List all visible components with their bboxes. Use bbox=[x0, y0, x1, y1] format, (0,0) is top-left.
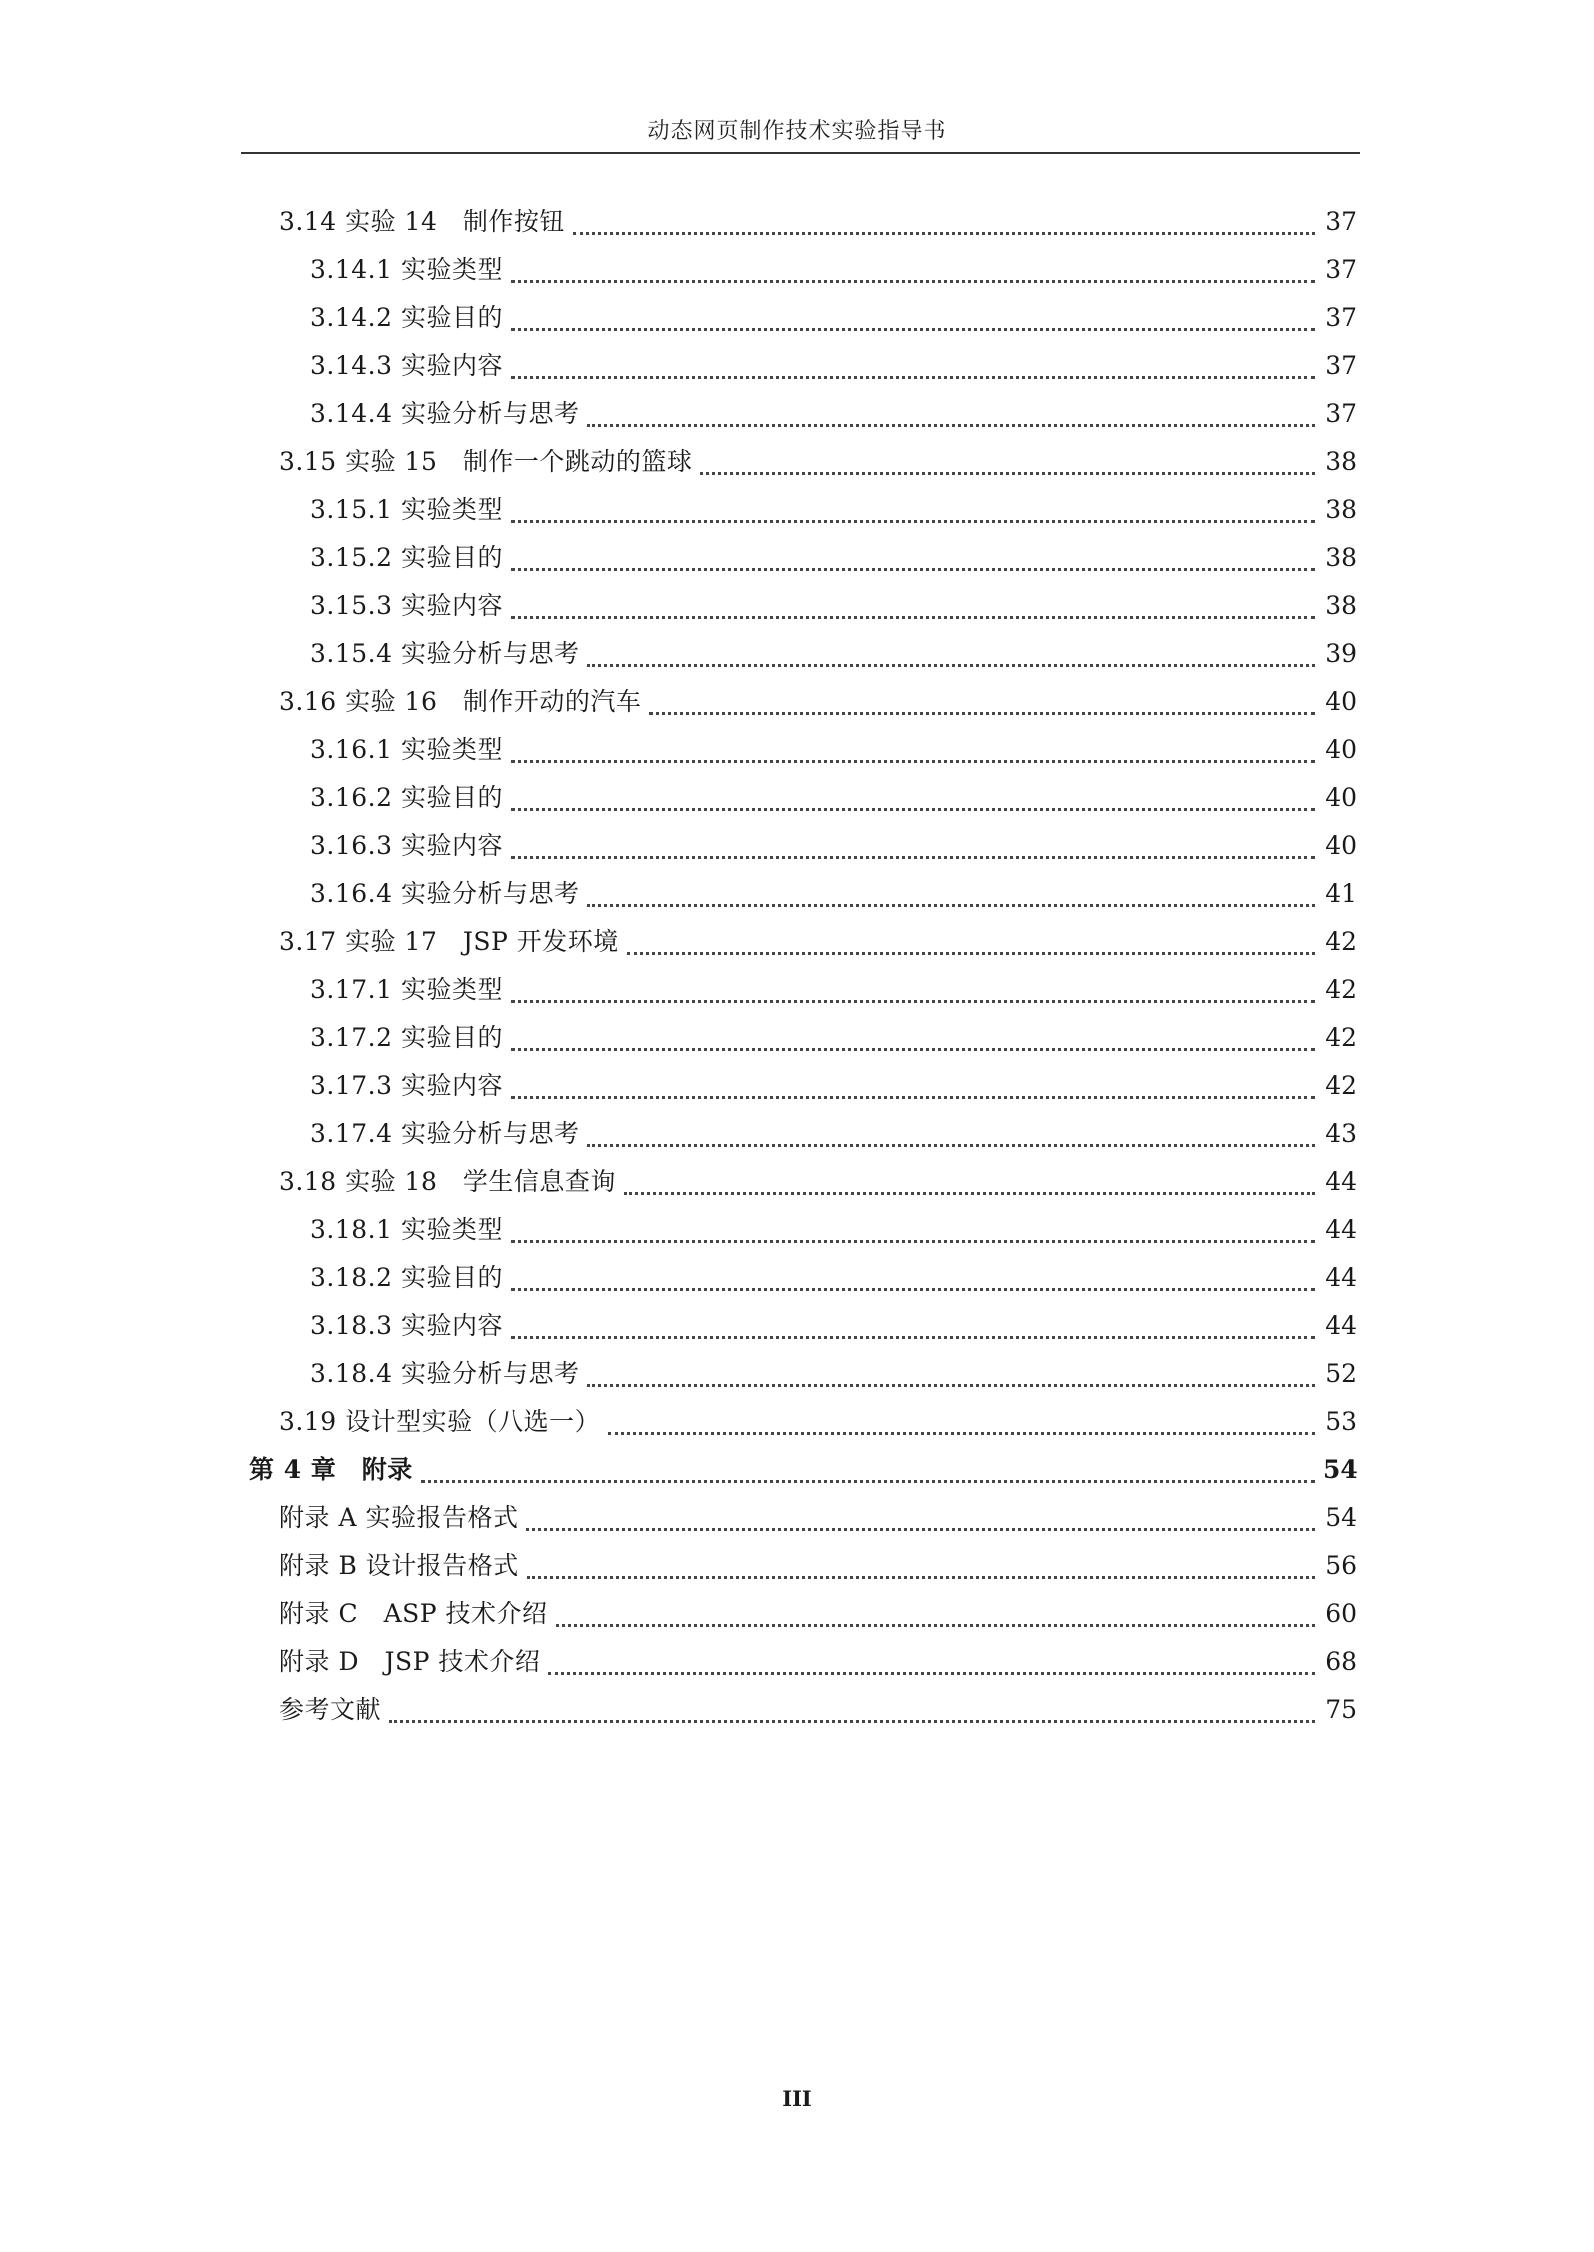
toc-dot-leader bbox=[526, 1528, 1315, 1531]
toc-entry-label: 3.18.1 实验类型 bbox=[310, 1215, 503, 1244]
toc-entry-label: 附录 C ASP 技术介绍 bbox=[279, 1599, 548, 1628]
toc-dot-leader bbox=[511, 376, 1315, 379]
toc-entry-label: 3.14.2 实验目的 bbox=[310, 303, 503, 332]
toc-entry-label: 3.17 实验 17 JSP 开发环境 bbox=[279, 927, 619, 956]
toc-section-entry[interactable] bbox=[279, 1594, 1357, 1634]
toc-entry-page-number: 37 bbox=[1325, 399, 1357, 428]
toc-section-entry[interactable] bbox=[279, 202, 1357, 242]
toc-entry-label: 3.18.2 实验目的 bbox=[310, 1263, 503, 1292]
toc-entry-page-number: 44 bbox=[1325, 1263, 1357, 1292]
toc-section-entry[interactable] bbox=[279, 442, 1357, 482]
toc-dot-leader bbox=[587, 1144, 1315, 1147]
toc-entry-label: 3.14 实验 14 制作按钮 bbox=[279, 207, 565, 236]
toc-subsection-entry[interactable] bbox=[310, 1306, 1357, 1346]
toc-entry-page-number: 40 bbox=[1325, 831, 1357, 860]
toc-dot-leader bbox=[573, 232, 1315, 235]
running-header-title: 动态网页制作技术实验指导书 bbox=[647, 119, 947, 144]
toc-subsection-entry[interactable] bbox=[310, 586, 1357, 626]
toc-subsection-entry[interactable] bbox=[310, 874, 1357, 914]
page-number: III bbox=[782, 2086, 812, 2111]
toc-section-entry[interactable] bbox=[279, 1402, 1357, 1442]
toc-entry-label: 3.18.3 实验内容 bbox=[310, 1311, 503, 1340]
toc-entry-page-number: 38 bbox=[1325, 447, 1357, 476]
toc-entry-label: 3.14.4 实验分析与思考 bbox=[310, 399, 580, 428]
header-rule bbox=[241, 152, 1360, 154]
toc-subsection-entry[interactable] bbox=[310, 1210, 1357, 1250]
toc-entry-label: 3.16.2 实验目的 bbox=[310, 783, 503, 812]
toc-entry-label: 3.16.3 实验内容 bbox=[310, 831, 503, 860]
toc-subsection-entry[interactable] bbox=[310, 1018, 1357, 1058]
toc-dot-leader bbox=[527, 1576, 1315, 1579]
toc-entry-page-number: 42 bbox=[1325, 1023, 1357, 1052]
toc-subsection-entry[interactable] bbox=[310, 298, 1357, 338]
toc-entry-label: 参考文献 bbox=[279, 1695, 382, 1724]
toc-entry-page-number: 44 bbox=[1325, 1167, 1357, 1196]
toc-dot-leader bbox=[548, 1672, 1315, 1675]
toc-dot-leader bbox=[511, 1240, 1315, 1243]
toc-dot-leader bbox=[511, 328, 1315, 331]
toc-entry-label: 3.18 实验 18 学生信息查询 bbox=[279, 1167, 616, 1196]
toc-entry-page-number: 37 bbox=[1325, 255, 1357, 284]
toc-dot-leader bbox=[587, 424, 1315, 427]
toc-entry-label: 3.16.1 实验类型 bbox=[310, 735, 503, 764]
toc-entry-label: 3.17.1 实验类型 bbox=[310, 975, 503, 1004]
toc-subsection-entry[interactable] bbox=[310, 970, 1357, 1010]
toc-entry-label: 3.18.4 实验分析与思考 bbox=[310, 1359, 580, 1388]
toc-entry-page-number: 38 bbox=[1325, 591, 1357, 620]
toc-dot-leader bbox=[511, 520, 1315, 523]
toc-entry-page-number: 60 bbox=[1325, 1599, 1357, 1628]
toc-section-entry[interactable] bbox=[279, 1690, 1357, 1730]
toc-subsection-entry[interactable] bbox=[310, 634, 1357, 674]
toc-entry-page-number: 42 bbox=[1325, 975, 1357, 1004]
toc-dot-leader bbox=[511, 856, 1315, 859]
toc-dot-leader bbox=[511, 1336, 1315, 1339]
toc-subsection-entry[interactable] bbox=[310, 730, 1357, 770]
toc-entry-page-number: 41 bbox=[1325, 879, 1357, 908]
toc-subsection-entry[interactable] bbox=[310, 778, 1357, 818]
toc-dot-leader bbox=[389, 1720, 1315, 1723]
toc-entry-page-number: 43 bbox=[1325, 1119, 1357, 1148]
toc-entry-label: 附录 D JSP 技术介绍 bbox=[279, 1647, 541, 1676]
toc-dot-leader bbox=[587, 904, 1315, 907]
toc-subsection-entry[interactable] bbox=[310, 826, 1357, 866]
toc-entry-label: 3.17.4 实验分析与思考 bbox=[310, 1119, 580, 1148]
toc-subsection-entry[interactable] bbox=[310, 1354, 1357, 1394]
toc-dot-leader bbox=[511, 616, 1315, 619]
toc-entry-page-number: 37 bbox=[1325, 207, 1357, 236]
toc-dot-leader bbox=[649, 712, 1315, 715]
toc-entry-label: 3.15.1 实验类型 bbox=[310, 495, 503, 524]
toc-dot-leader bbox=[587, 1384, 1315, 1387]
toc-entry-page-number: 38 bbox=[1325, 495, 1357, 524]
toc-dot-leader bbox=[556, 1624, 1315, 1627]
toc-entry-page-number: 40 bbox=[1325, 783, 1357, 812]
toc-entry-page-number: 54 bbox=[1325, 1503, 1357, 1532]
toc-entry-page-number: 39 bbox=[1325, 639, 1357, 668]
toc-entry-page-number: 37 bbox=[1325, 303, 1357, 332]
toc-entry-page-number: 38 bbox=[1325, 543, 1357, 572]
toc-dot-leader bbox=[511, 760, 1315, 763]
toc-entry-page-number: 37 bbox=[1325, 351, 1357, 380]
toc-entry-label: 3.19 设计型实验（八选一） bbox=[279, 1407, 601, 1436]
toc-dot-leader bbox=[511, 280, 1315, 283]
toc-section-entry[interactable] bbox=[279, 682, 1357, 722]
toc-dot-leader bbox=[700, 472, 1315, 475]
toc-entry-page-number: 40 bbox=[1325, 735, 1357, 764]
toc-dot-leader bbox=[627, 952, 1315, 955]
toc-section-entry[interactable] bbox=[279, 1498, 1357, 1538]
toc-dot-leader bbox=[608, 1432, 1315, 1435]
toc-subsection-entry[interactable] bbox=[310, 394, 1357, 434]
toc-subsection-entry[interactable] bbox=[310, 538, 1357, 578]
toc-dot-leader bbox=[421, 1480, 1315, 1483]
toc-subsection-entry[interactable] bbox=[310, 1114, 1357, 1154]
toc-subsection-entry[interactable] bbox=[310, 1066, 1357, 1106]
toc-dot-leader bbox=[511, 1096, 1315, 1099]
toc-dot-leader bbox=[624, 1192, 1315, 1195]
toc-dot-leader bbox=[511, 1288, 1315, 1291]
toc-dot-leader bbox=[511, 808, 1315, 811]
toc-entry-label: 3.17.3 实验内容 bbox=[310, 1071, 503, 1100]
toc-section-entry[interactable] bbox=[279, 922, 1357, 962]
toc-dot-leader bbox=[511, 1000, 1315, 1003]
toc-entry-page-number: 42 bbox=[1325, 1071, 1357, 1100]
toc-subsection-entry[interactable] bbox=[310, 250, 1357, 290]
toc-entry-page-number: 54 bbox=[1323, 1455, 1358, 1484]
toc-section-entry[interactable] bbox=[279, 1642, 1357, 1682]
toc-section-entry[interactable] bbox=[279, 1162, 1357, 1202]
toc-dot-leader bbox=[587, 664, 1315, 667]
toc-entry-label: 3.17.2 实验目的 bbox=[310, 1023, 503, 1052]
toc-entry-label: 3.14.3 实验内容 bbox=[310, 351, 503, 380]
toc-entry-page-number: 42 bbox=[1325, 927, 1357, 956]
toc-subsection-entry[interactable] bbox=[310, 346, 1357, 386]
toc-entry-page-number: 44 bbox=[1325, 1311, 1357, 1340]
toc-entry-page-number: 53 bbox=[1325, 1407, 1357, 1436]
toc-section-entry[interactable] bbox=[279, 1546, 1357, 1586]
toc-dot-leader bbox=[511, 568, 1315, 571]
toc-entry-label: 3.15.4 实验分析与思考 bbox=[310, 639, 580, 668]
toc-entry-label: 3.16.4 实验分析与思考 bbox=[310, 879, 580, 908]
toc-entry-label: 3.15 实验 15 制作一个跳动的篮球 bbox=[279, 447, 693, 476]
toc-subsection-entry[interactable] bbox=[310, 490, 1357, 530]
toc-entry-page-number: 56 bbox=[1325, 1551, 1357, 1580]
toc-entry-page-number: 44 bbox=[1325, 1215, 1357, 1244]
toc-entry-label: 第 4 章 附录 bbox=[249, 1455, 413, 1484]
toc-entry-page-number: 68 bbox=[1325, 1647, 1357, 1676]
toc-subsection-entry[interactable] bbox=[310, 1258, 1357, 1298]
toc-entry-label: 附录 B 设计报告格式 bbox=[279, 1551, 519, 1580]
toc-entry-label: 3.15.2 实验目的 bbox=[310, 543, 503, 572]
toc-dot-leader bbox=[511, 1048, 1315, 1051]
toc-entry-label: 3.16 实验 16 制作开动的汽车 bbox=[279, 687, 642, 716]
toc-entry-page-number: 40 bbox=[1325, 687, 1357, 716]
toc-entry-page-number: 75 bbox=[1325, 1695, 1357, 1724]
toc-entry-page-number: 52 bbox=[1325, 1359, 1357, 1388]
toc-entry-label: 3.15.3 实验内容 bbox=[310, 591, 503, 620]
toc-entry-label: 3.14.1 实验类型 bbox=[310, 255, 503, 284]
toc-entry-label: 附录 A 实验报告格式 bbox=[279, 1503, 519, 1532]
toc-chapter-entry[interactable] bbox=[249, 1450, 1357, 1490]
